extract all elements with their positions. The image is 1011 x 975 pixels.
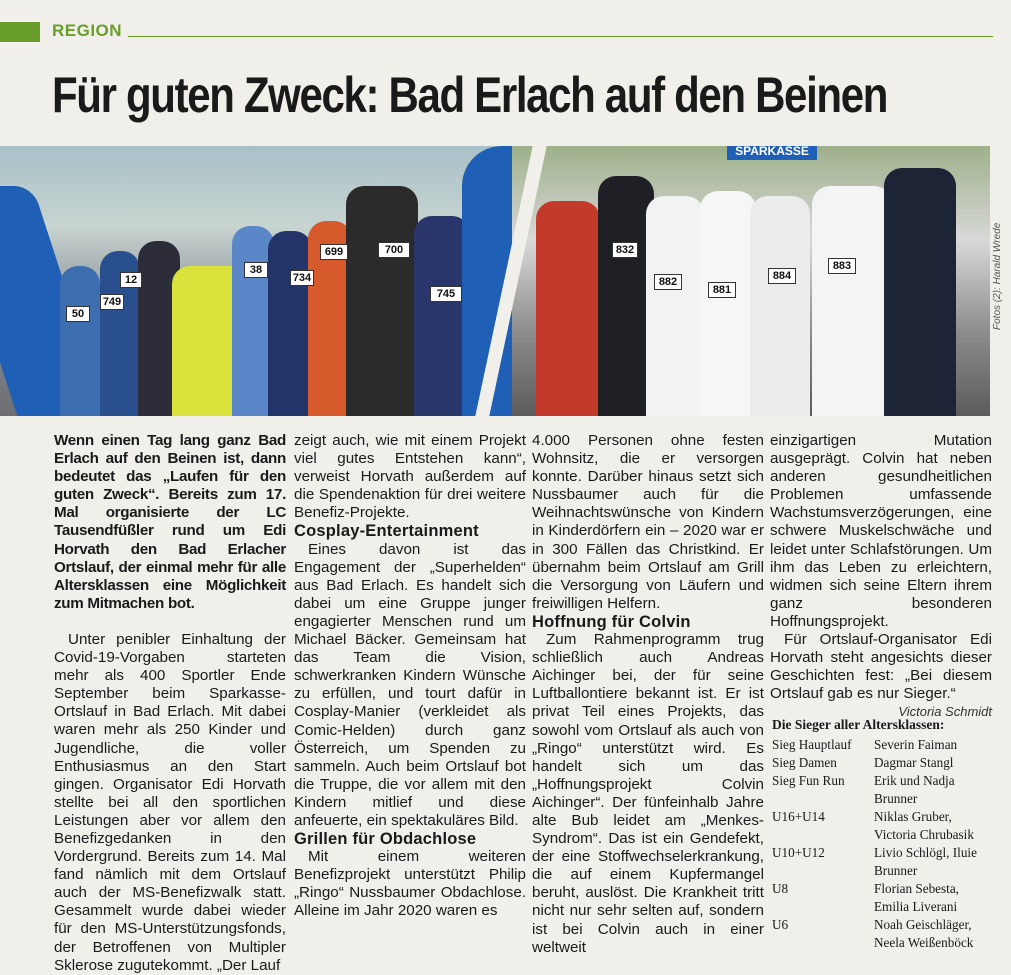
section-rule xyxy=(128,36,993,37)
photo-figure xyxy=(60,266,100,416)
winner-row xyxy=(772,844,992,880)
bib-number: 832 xyxy=(612,242,638,258)
winners-box xyxy=(772,716,992,952)
photo-children-runners xyxy=(0,146,512,416)
article-paragraph: Eines davon ist das Engagement der „Superhelden“ aus Bad Erlach. Es handelt sich dabei um eine Gruppe junger engagierter Menschen rund um Michael Bäcker. Gemeinsam hat das Team die Vision, schwerkranken Kindern Wünsche zu erfüllen, und tourt dafür in Cosplay-Manier (verkleidet als Comic-Helden) durch ganz Österreich, um Spenden zu sammeln. Auch beim Ortslauf bot die Truppe, die vor allem mit den Kindern mitlief und diese anfeuerte, ein spektakuläres Bild. xyxy=(294,540,526,829)
winner-category: U6 xyxy=(772,917,789,932)
photo-figure xyxy=(812,186,892,416)
headline: Für guten Zweck: Bad Erlach auf den Beinen xyxy=(52,67,888,123)
article-author: Victoria Schmidt xyxy=(898,704,992,720)
article-column-1 xyxy=(54,432,286,975)
photo-figure xyxy=(536,201,600,416)
photo-figure xyxy=(750,196,810,416)
article-column-3 xyxy=(532,432,764,957)
article-subheading: Grillen für Obdachlose xyxy=(294,830,477,849)
photo-figure xyxy=(884,168,956,416)
bib-number: 749 xyxy=(100,294,124,310)
bib-number: 884 xyxy=(768,268,796,284)
bib-number: 734 xyxy=(290,270,314,286)
winner-category: U16+U14 xyxy=(772,809,825,824)
winner-row xyxy=(772,880,992,916)
winner-name: Noah Geischläger, Neela Weißenböck xyxy=(874,917,974,950)
winner-name: Severin Faiman xyxy=(874,737,958,752)
article-lead: Wenn einen Tag lang ganz Bad Erlach auf den Beinen ist, dann bedeutet das „Laufen für den guten Zweck“. Bereits zum 17. Mal organisierte der LC Tausendfüßler rund um Edi Horvath den Bad Erlacher Ortslauf, der einmal mehr für alle Altersklassen eine Möglichkeit zum Mitmachen bot. xyxy=(54,432,286,612)
photo-banner: SPARKASSE xyxy=(727,146,817,160)
photo-figure xyxy=(700,191,756,416)
winner-category: U8 xyxy=(772,881,789,896)
article-subheading: Hoffnung für Colvin xyxy=(532,612,691,631)
photo-figure xyxy=(346,186,418,416)
section-label: REGION xyxy=(52,21,123,40)
article-paragraph: Mit einem weiteren Benefizprojekt unterstützt Philip „Ringo“ Nussbaumer Obdachlose. Alleine im Jahr 2020 waren es xyxy=(294,848,526,920)
photo-adult-runners xyxy=(512,146,990,416)
winner-name: Niklas Gruber, Victoria Chrubasik xyxy=(874,809,974,842)
article-paragraph: Für Ortslauf-Organisator Edi Horvath steht angesichts dieser Geschichten fest: „Bei diesem Ortslauf gab es nur Sieger.“ xyxy=(770,631,992,703)
winner-category: U10+U12 xyxy=(772,845,825,860)
winner-name: Livio Schlögl, Iluie Brunner xyxy=(874,845,977,878)
article-column-4 xyxy=(770,432,992,722)
article-paragraph: einzigartigen Mutation ausgeprägt. Colvin hat neben anderen gesundheitlichen Problemen umfassende Wachstumsverzögerungen, eine schwere Muskelschwäche und leidet unter Schlafstörungen. Um ihm das Leben zu erleichtern, widmen sich seine Eltern ihrem ganz besonderen Hoffnungsprojekt. xyxy=(770,432,992,630)
bib-number: 38 xyxy=(244,262,268,278)
photo-figure xyxy=(268,231,312,416)
winner-row xyxy=(772,808,992,844)
winners-title: Die Sieger aller Altersklassen: xyxy=(772,717,945,732)
article-paragraph: Unter penibler Einhaltung der Covid-19-Vorgaben starteten mehr als 400 Sportler Ende September beim Sparkasse-Ortslauf in Bad Erlach. Mit dabei waren mehr als 250 Kinder und Jugendliche, die voller Enthusiasmus an den Start gingen. Organisator Edi Horvath stellte bei all den sportlichen Leistungen aber vor allem den Benefizgedanken in den Vordergrund. Bereits zum 14. Mal fand nämlich mit dem Ortslauf auch der MS-Benefizwalk statt. Gesammelt wurde dabei wieder für den MS-Unterstützungsfonds, der Betroffenen von Multipler Sklerose zugutekommt. „Der Lauf xyxy=(54,630,286,974)
article-paragraph: 4.000 Personen ohne festen Wohnsitz, die er versorgen konnte. Darüber hinaus setzt sich Nussbaumer auch für die Weihnachtswünsche von Kindern in Kinderdörfern ein – 2020 war er in 300 Fällen das Christkind. Er übernahm beim Ortslauf am Grill die Versorgung von Läufern und freiwilligen Helfern. xyxy=(532,432,764,612)
bib-number: 745 xyxy=(430,286,462,302)
bib-number: 700 xyxy=(378,242,410,258)
article-subheading: Cosplay-Entertainment xyxy=(294,522,479,541)
winner-name: Florian Sebesta, Emilia Liverani xyxy=(874,881,959,914)
winner-row xyxy=(772,754,992,772)
article-paragraph: zeigt auch, wie mit einem Projekt viel gutes Entstehen kann“, verweist Horvath außerdem auf die Spendenaktion für drei weitere Benefiz-Projekte. xyxy=(294,432,526,522)
winner-category: Sieg Damen xyxy=(772,755,837,770)
winner-name: Dagmar Stangl xyxy=(874,755,954,770)
bib-number: 50 xyxy=(66,306,90,322)
section-color-tab xyxy=(0,22,40,42)
bib-number: 882 xyxy=(654,274,682,290)
article-paragraph: Zum Rahmenprogramm trug schließlich auch Andreas Aichinger bei, der für seine Luftballontiere bekannt ist. Er ist privat Teil eines Projekts, das sowohl vom Ortslauf als auch von „Ringo“ unterstützt wird. Es handelt sich um das „Hoffnungsprojekt Colvin Aichinger“. Der fünfeinhalb Jahre alte Bub leidet am „Menkes-Syndrom“. Das ist ein Gendefekt, der eine Stoffwechselerkrankung, die auf einem Kupfermangel beruht, auslöst. Die Krankheit tritt nicht nur sehr selten auf, sondern ist bei Colvin auch in einer weltweit xyxy=(532,631,764,956)
winner-row xyxy=(772,772,992,808)
winner-name: Erik und Nadja Brunner xyxy=(874,773,955,806)
photo-figure xyxy=(646,196,704,416)
winner-row xyxy=(772,736,992,754)
bib-number: 883 xyxy=(828,258,856,274)
bib-number: 881 xyxy=(708,282,736,298)
winner-category: Sieg Fun Run xyxy=(772,773,845,788)
photo-credit: Fotos (2): Harald Wrede xyxy=(992,222,1003,330)
winner-category: Sieg Hauptlauf xyxy=(772,737,852,752)
bib-number: 699 xyxy=(320,244,348,260)
article-column-2 xyxy=(294,432,526,921)
bib-number: 12 xyxy=(120,272,142,288)
winner-row xyxy=(772,916,992,952)
